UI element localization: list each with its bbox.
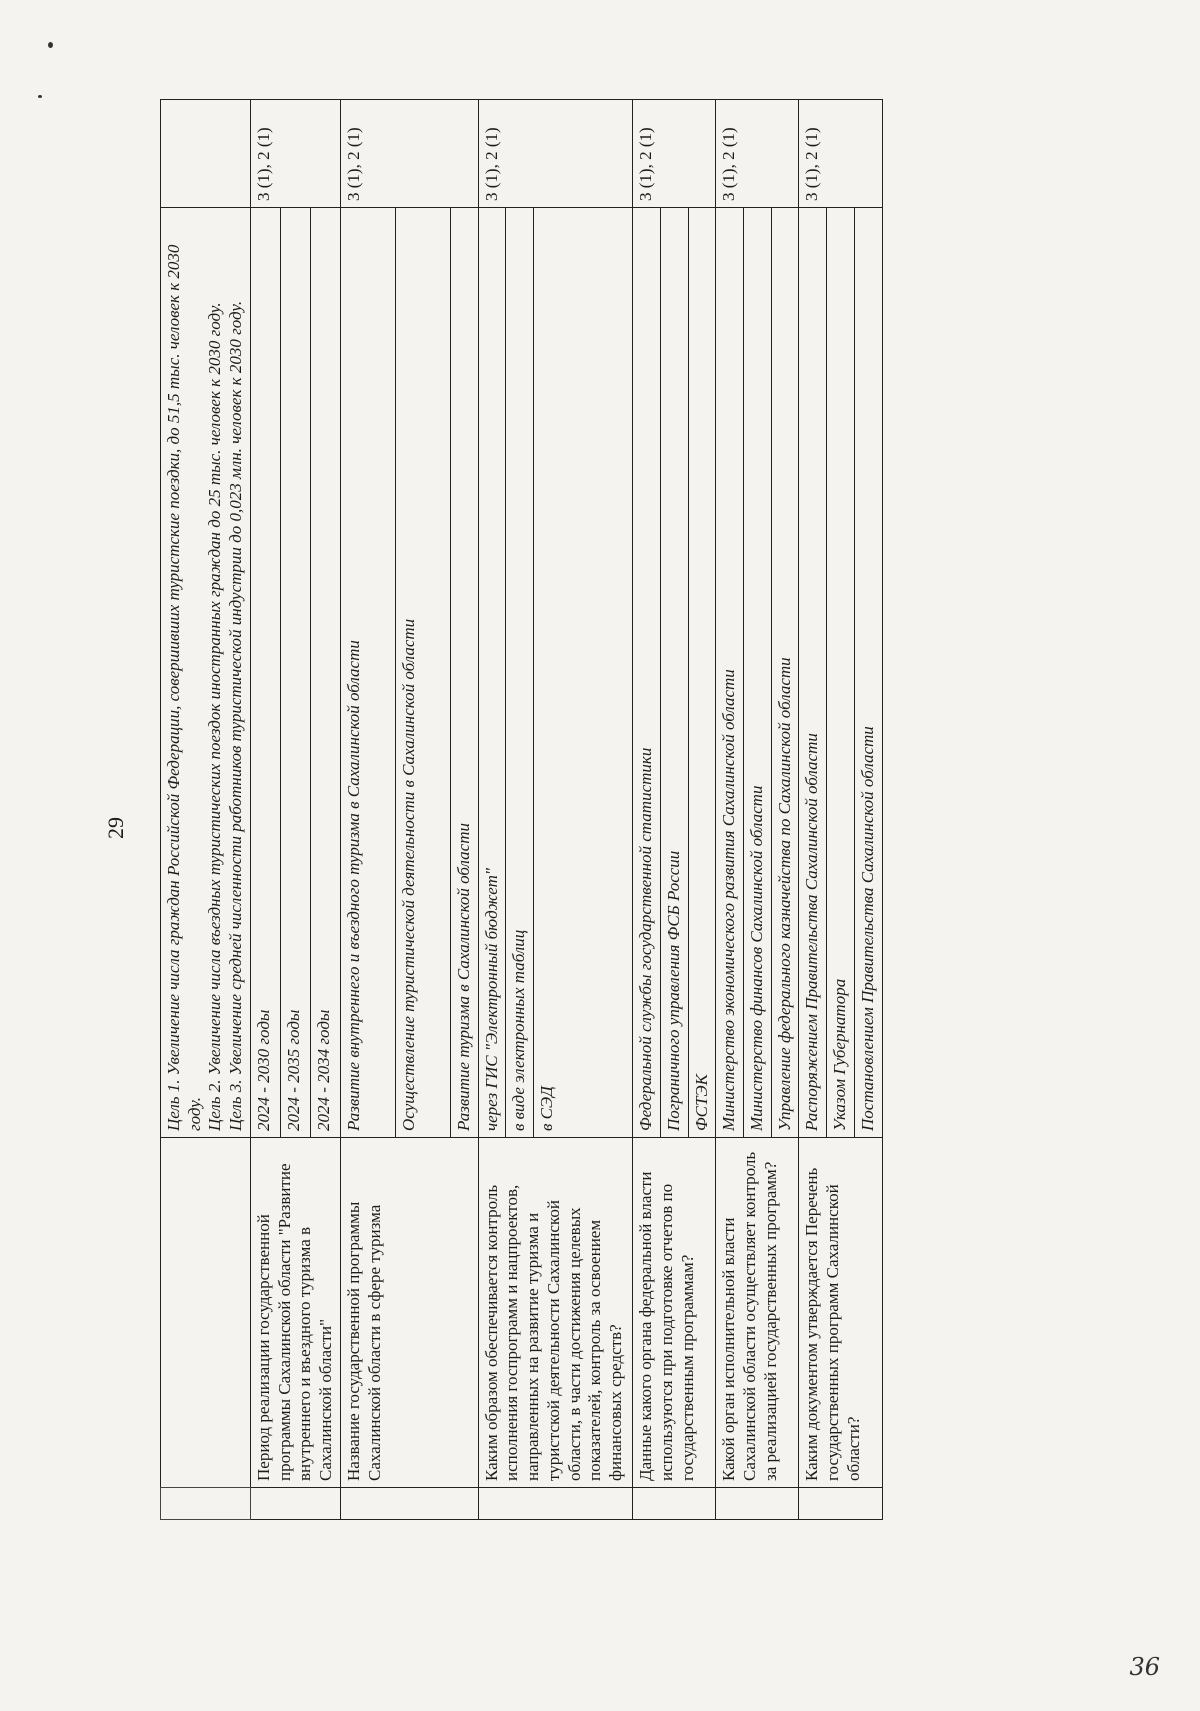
scan-speck (38, 95, 42, 98)
question-cell: Какой орган исполнительной власти Сахалинской области осуществляет контроль за реализацией государственных программ? (716, 1138, 799, 1488)
number-cell (340, 1488, 478, 1520)
table-row (250, 100, 280, 1520)
table-row (478, 100, 506, 1520)
answer-option: 2024 - 2035 годы (280, 208, 310, 1138)
answer-option: Осуществление туристической деятельности в Сахалинской области (395, 208, 450, 1138)
table-row (340, 100, 395, 1520)
answer-option: в виде электронных таблиц (506, 208, 534, 1138)
answer-option: ФСТЭК (688, 208, 716, 1138)
table-row (799, 100, 827, 1520)
number-cell (799, 1488, 882, 1520)
goal-text: Цель 3. Увеличение средней численности работников туристической индустрии до 0,023 млн. человек к 2030 году. (226, 300, 246, 1131)
number-cell (478, 1488, 632, 1520)
rotated-table (160, 100, 1160, 1520)
rotated-table-container (160, 100, 1160, 1520)
goals-cell (161, 208, 251, 1138)
handwritten-page-mark: 36 (1129, 1653, 1160, 1681)
score-cell: 3 (1), 2 (1) (799, 100, 882, 208)
score-cell: 3 (1), 2 (1) (340, 100, 478, 208)
answer-option: Пограничного управления ФСБ России (660, 208, 688, 1138)
question-cell: Каким образом обеспечивается контроль исполнения госпрограмм и нацпроектов, направленных на развитие туризма и туристской деятельности Сахалинской области, в части достижения целевых показателей, контроль за освоением финансовых средств? (478, 1138, 632, 1488)
answer-option: Распоряжением Правительства Сахалинской области (799, 208, 827, 1138)
goal-text: Цель 2. Увеличение числа въездных туристических поездок иностранных граждан до 25 тыс. человек к 2030 году. (205, 302, 225, 1131)
score-cell: 3 (1), 2 (1) (250, 100, 340, 208)
table-row (161, 100, 251, 1520)
page-number: 29 (103, 817, 128, 839)
answer-option: Министерство финансов Сахалинской области (744, 208, 772, 1138)
table-row (716, 100, 744, 1520)
questions-table (160, 99, 883, 1520)
answer-option: в СЭД (534, 208, 633, 1138)
number-cell (716, 1488, 799, 1520)
answer-option: Управление федерального казначейства по Сахалинской области (771, 208, 799, 1138)
answer-option: 2024 - 2030 годы (250, 208, 280, 1138)
table-row (633, 100, 661, 1520)
score-cell: 3 (1), 2 (1) (478, 100, 632, 208)
number-cell (250, 1488, 340, 1520)
answer-option: Федеральной службы государственной статистики (633, 208, 661, 1138)
question-cell: Данные какого органа федеральной власти используются при подготовке отчетов по государственным программам? (633, 1138, 716, 1488)
answer-option: через ГИС "Электронный бюджет" (478, 208, 506, 1138)
question-cell (161, 1138, 251, 1488)
answer-option: Министерство экономического развития Сахалинской области (716, 208, 744, 1138)
answer-option: Развитие внутреннего и въездного туризма в Сахалинской области (340, 208, 395, 1138)
answer-option: 2024 - 2034 годы (310, 208, 340, 1138)
question-cell: Каким документом утверждается Перечень государственных программ Сахалинской области? (799, 1138, 882, 1488)
number-cell (161, 1488, 251, 1520)
answer-option: Постановлением Правительства Сахалинской области (854, 208, 882, 1138)
answer-option: Развитие туризма в Сахалинской области (450, 208, 478, 1138)
score-cell: 3 (1), 2 (1) (716, 100, 799, 208)
scan-speck (48, 42, 53, 48)
answer-option: Указом Губернатора (827, 208, 855, 1138)
score-cell (161, 100, 251, 208)
goal-text: Цель 1. Увеличение числа граждан Российской Федерации, совершивших туристские поездки, до 51,5 тыс. человек к 2030 году. (164, 244, 204, 1131)
number-cell (633, 1488, 716, 1520)
question-cell: Период реализации государственной программы Сахалинской области "Развитие внутреннего и въездного туризма в Сахалинской области" (250, 1138, 340, 1488)
score-cell: 3 (1), 2 (1) (633, 100, 716, 208)
question-cell: Название государственной программы Сахалинской области в сфере туризма (340, 1138, 478, 1488)
